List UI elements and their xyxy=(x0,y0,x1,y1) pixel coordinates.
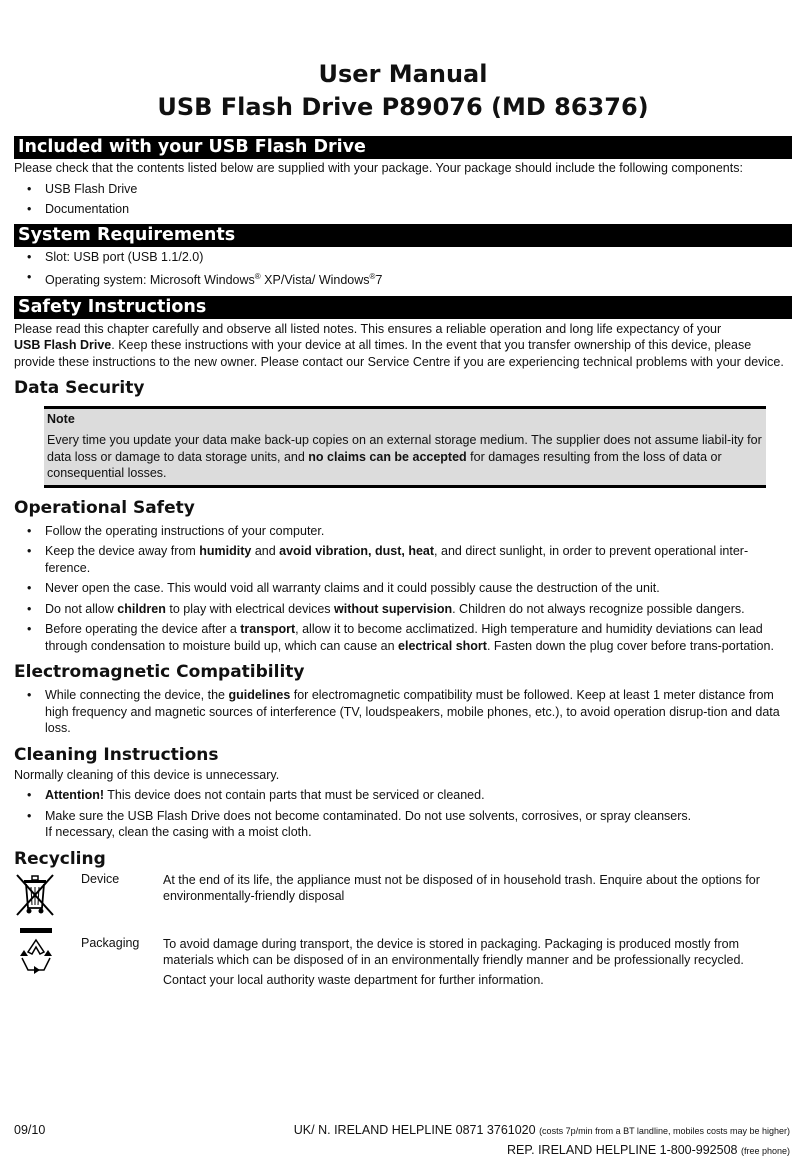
list-item: • While connecting the device, the guidelines for electromagnetic compatibility must be followed. Keep at least 1 meter distance from high frequency and magnetic sources of interference (TV, loudspeakers, mobile phones, etc.), to avoid operation disrup-tion and data loss. xyxy=(27,688,780,736)
list-item: • Make sure the USB Flash Drive does not become contaminated. Do not use solvents, corrosives, or spray cleansers. If necessary, clean the casing with a moist cloth. xyxy=(27,808,692,840)
registered-mark: ® xyxy=(369,272,376,281)
cleaning-list xyxy=(14,787,792,841)
bullet-icon: • xyxy=(27,249,32,264)
included-intro: Please check that the contents listed below are supplied with your package. Your package should include the following components: xyxy=(14,161,743,175)
manual-page xyxy=(14,0,792,1000)
list-item: • USB Flash Drive xyxy=(27,181,138,196)
bullet-icon: • xyxy=(27,581,32,596)
device-label: Device xyxy=(81,871,120,886)
section-heading-safety: Safety Instructions xyxy=(14,296,792,319)
section-heading-operational-safety: Operational Safety xyxy=(14,497,195,518)
included-list xyxy=(14,181,792,218)
operational-list xyxy=(14,523,792,655)
bullet-icon: • xyxy=(27,622,32,637)
section-heading-included: Included with your USB Flash Drive xyxy=(14,136,792,159)
note-label: Note xyxy=(47,412,75,427)
requirements-list xyxy=(14,249,792,289)
list-item: • Never open the case. This would void all warranty claims and it could possibly cause the destruction of the unit. xyxy=(27,581,660,596)
device-text: At the end of its life, the appliance must not be disposed of in household trash. Enquire about the options for environmentally-friendly disposal xyxy=(163,872,760,904)
list-item: • Attention! This device does not contain parts that must be serviced or cleaned. xyxy=(27,788,485,803)
bullet-icon: • xyxy=(27,202,32,216)
safety-paragraph: Please read this chapter carefully and observe all listed notes. This ensures a reliable operation and long life expectancy of your USB Flash Drive. Keep these instructions with your device at all times. In the event that you transfer ownership of this device, please provide these instructions to the new owner. Please contact our Service Centre if you are experiencing technical problems with your device. xyxy=(14,321,784,369)
title-line-2: USB Flash Drive P89076 (MD 86376) xyxy=(157,93,649,121)
list-item: • Before operating the device after a transport, allow it to become acclimatized. High temperature and humidity deviations can lead through condensation to moisture build up, which can cause an electrical short. Fasten down the plug cover before trans-portation. xyxy=(27,622,774,653)
bullet-icon: • xyxy=(27,688,32,703)
list-item: • Do not allow children to play with electrical devices without supervision. Children do not always recognize possible dangers. xyxy=(27,601,745,616)
bullet-icon: • xyxy=(27,788,32,803)
contact-text: Contact your local authority waste department for further information. xyxy=(163,972,544,987)
note-text: Every time you update your data make back-up copies on an external storage medium. The supplier does not assume liabil-ity for data loss or damage to data storage units, and no claims can be accepted for damages resulting from the loss of data or consequential losses. xyxy=(47,433,762,481)
recycling-block xyxy=(14,870,792,1000)
note-box xyxy=(44,406,766,488)
bullet-icon: • xyxy=(27,601,32,616)
list-item: • Follow the operating instructions of your computer. xyxy=(27,523,325,538)
section-heading-emc: Electromagnetic Compatibility xyxy=(14,662,305,683)
uk-helpline-note: (costs 7p/min from a BT landline, mobiles costs may be higher) xyxy=(539,1126,790,1136)
bullet-icon: • xyxy=(27,270,32,284)
section-heading-data-security: Data Security xyxy=(14,378,145,399)
list-item: • Slot: USB port (USB 1.1/2.0) xyxy=(27,249,204,264)
bullet-icon: • xyxy=(27,523,32,538)
title-line-1: User Manual xyxy=(318,60,488,88)
cleaning-intro: Normally cleaning of this device is unnecessary. xyxy=(14,767,280,782)
recycle-icon xyxy=(14,928,58,978)
list-item: • Keep the device away from humidity and avoid vibration, dust, heat, and direct sunlight, in order to prevent operational inter-ference. xyxy=(27,544,749,575)
list-item: • Documentation xyxy=(27,202,130,216)
crossed-bin-icon xyxy=(14,872,56,918)
registered-mark: ® xyxy=(254,272,261,281)
section-heading-recycling: Recycling xyxy=(14,848,106,869)
bullet-icon: • xyxy=(27,808,32,823)
section-heading-requirements: System Requirements xyxy=(14,224,792,247)
footer-date: 09/10 xyxy=(14,1123,46,1137)
list-item: • Operating system: Microsoft Windows® XP/Vista/ Windows®7 xyxy=(27,270,383,288)
bullet-icon: • xyxy=(27,181,32,196)
page-title xyxy=(14,58,792,124)
bullet-icon: • xyxy=(27,544,32,559)
ie-helpline: REP. IRELAND HELPLINE 1-800-992508 (free phone) xyxy=(507,1143,790,1157)
packaging-label: Packaging xyxy=(81,935,140,950)
emc-list xyxy=(14,687,792,737)
uk-helpline: UK/ N. IRELAND HELPLINE 0871 3761020 (costs 7p/min from a BT landline, mobiles costs may be higher) xyxy=(293,1123,790,1137)
ie-helpline-note: (free phone) xyxy=(740,1146,790,1156)
section-heading-cleaning: Cleaning Instructions xyxy=(14,744,219,765)
packaging-text: To avoid damage during transport, the device is stored in packaging. Packaging is produced mostly from materials which can be disposed of in an environmentally friendly manner and be professionally recycled. xyxy=(163,936,744,968)
